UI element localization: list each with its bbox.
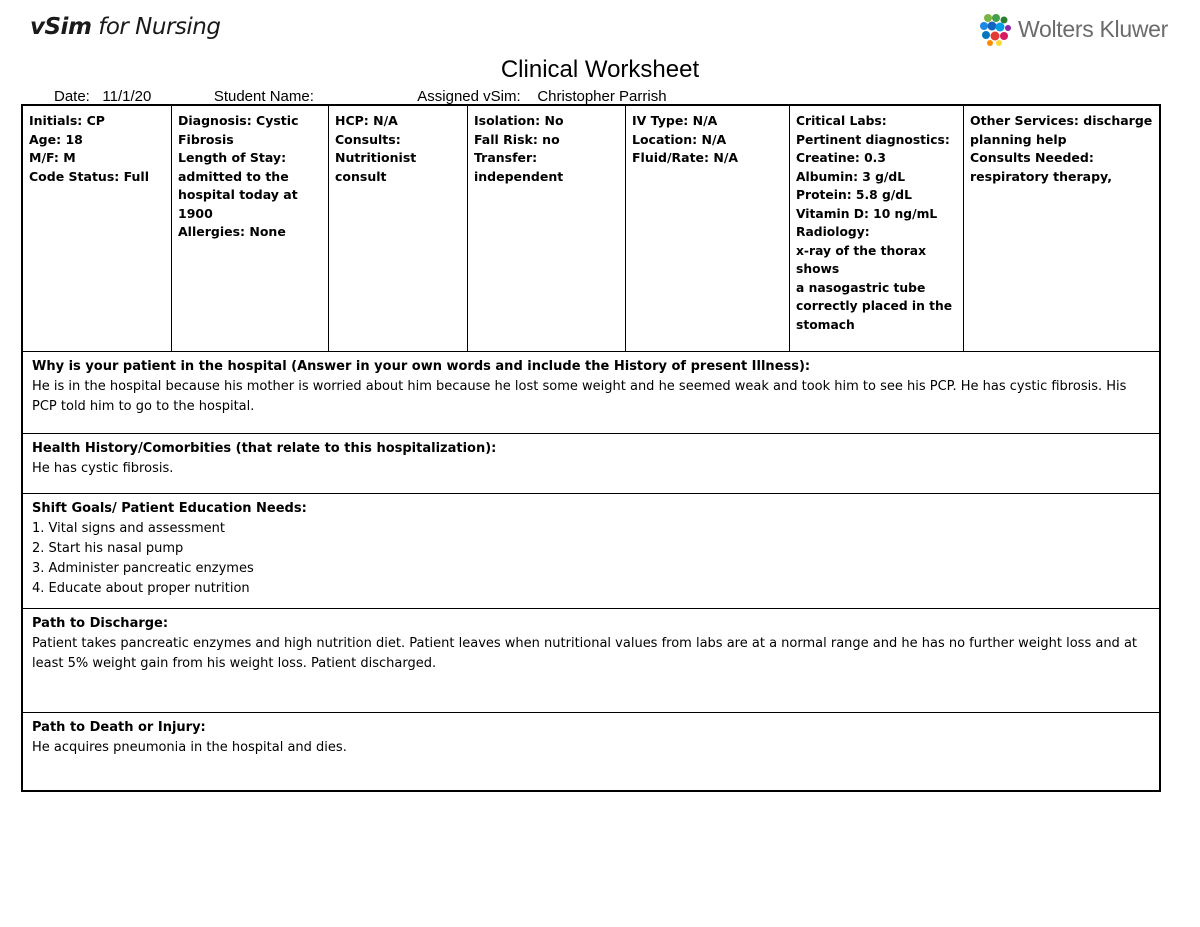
hcp: HCP: N/A	[335, 113, 398, 128]
path-to-death-heading: Path to Death or Injury:	[32, 720, 206, 735]
why-in-hospital-section	[23, 352, 1159, 434]
diagnosis-line: Diagnosis: Cystic	[178, 113, 299, 128]
path-to-death-text: He acquires pneumonia in the hospital and dies.	[32, 740, 347, 755]
brand-vsim: vSim	[30, 14, 92, 40]
assigned-vsim-label: Assigned vSim:	[417, 88, 521, 105]
fluid-rate: Fluid/Rate: N/A	[632, 150, 739, 165]
wolters-kluwer-logo	[978, 12, 1168, 46]
patient-identity-cell	[23, 106, 172, 351]
publisher-name: Wolters Kluwer	[1017, 15, 1168, 42]
path-to-discharge-heading: Path to Discharge:	[32, 616, 169, 631]
transfer: Transfer: independent	[474, 150, 564, 184]
code-status: Code Status: Full	[29, 168, 150, 184]
radiology-line: x-ray of the thorax shows	[796, 243, 931, 276]
date-value: 11/1/20	[102, 88, 152, 105]
list-item: 1. Vital signs and assessment	[32, 521, 225, 536]
length-of-stay-line: hospital today at 1900	[178, 187, 303, 221]
albumin-value: Albumin: 3 g/dL	[796, 169, 906, 184]
diagnosis-line: Fibrosis	[178, 131, 234, 147]
student-name-label: Student Name:	[213, 88, 314, 105]
age: Age: 18	[29, 131, 83, 147]
pertinent-diagnostics-label: Pertinent diagnostics:	[796, 132, 950, 147]
radiology-line: correctly placed in the	[796, 299, 953, 313]
length-of-stay-line: Length of Stay:	[178, 150, 287, 165]
critical-labs-label: Critical Labs:	[796, 114, 887, 128]
shift-goals-heading: Shift Goals/ Patient Education Needs:	[32, 501, 307, 516]
patient-summary-row	[23, 106, 1159, 352]
creatine-value: Creatine: 0.3	[796, 151, 886, 165]
worksheet-table	[21, 104, 1161, 792]
page-title: Clinical Worksheet	[500, 56, 700, 83]
health-history-text: He has cystic fibrosis.	[32, 461, 174, 476]
list-item: 3. Administer pancreatic enzymes	[32, 561, 254, 576]
date-label: Date:	[54, 88, 90, 105]
hcp-cell	[329, 106, 468, 351]
path-to-discharge-section	[23, 609, 1159, 713]
consults-value: Nutritionist consult	[335, 150, 421, 184]
health-history-heading: Health History/Comorbities (that relate to this hospitalization):	[32, 441, 497, 456]
why-in-hospital-heading: Why is your patient in the hospital (Answer in your own words and include the History of present Illness):	[32, 359, 811, 374]
isolation-cell	[468, 106, 626, 351]
shift-goals-section	[23, 494, 1159, 609]
path-to-discharge-text: Patient takes pancreatic enzymes and high nutrition diet. Patient leaves when nutritional values from labs are at a normal range and he has no further weight loss and at least 5% weight gain from his weight loss. Patient discharged.	[32, 636, 1138, 671]
wolters-kluwer-mark-icon	[978, 12, 1012, 46]
other-services-line: planning help	[970, 131, 1067, 147]
iv-type: IV Type: N/A	[632, 113, 718, 128]
list-item: 4. Educate about proper nutrition	[32, 581, 250, 596]
vitamin-d-value: Vitamin D: 10 ng/mL	[796, 206, 938, 221]
diagnosis-cell	[172, 106, 329, 351]
assigned-vsim-value: Christopher Parrish	[537, 88, 667, 105]
critical-labs-cell	[790, 106, 964, 351]
consults-needed-label: Consults Needed:	[970, 150, 1094, 165]
radiology-line: stomach	[796, 317, 855, 332]
allergies: Allergies: None	[178, 224, 286, 239]
consults-needed-value: respiratory therapy,	[970, 168, 1112, 184]
iv-cell	[626, 106, 790, 351]
isolation: Isolation: No	[474, 113, 564, 128]
path-to-death-section	[23, 713, 1159, 791]
iv-location: Location: N/A	[632, 131, 727, 147]
list-item: 2. Start his nasal pump	[32, 541, 184, 556]
why-in-hospital-text: He is in the hospital because his mother is worried about him because he lost some weight and he seemed weak and took him to see his PCP. He has cystic fibrosis. His PCP told him to go to the hospital.	[32, 379, 1127, 414]
brand-for-nursing: for Nursing	[91, 14, 221, 40]
length-of-stay-line: admitted to the	[178, 168, 289, 184]
other-services-line: Other Services: discharge	[970, 113, 1153, 128]
health-history-section	[23, 434, 1159, 494]
radiology-label: Radiology:	[796, 225, 870, 239]
protein-value: Protein: 5.8 g/dL	[796, 188, 912, 202]
sex: M/F: M	[29, 150, 76, 165]
vsim-logo	[30, 14, 220, 40]
consults-label: Consults:	[335, 131, 401, 147]
fall-risk: Fall Risk: no	[474, 131, 560, 147]
initials: Initials: CP	[29, 113, 105, 128]
radiology-line: a nasogastric tube	[796, 280, 926, 295]
other-services-cell	[964, 106, 1159, 351]
